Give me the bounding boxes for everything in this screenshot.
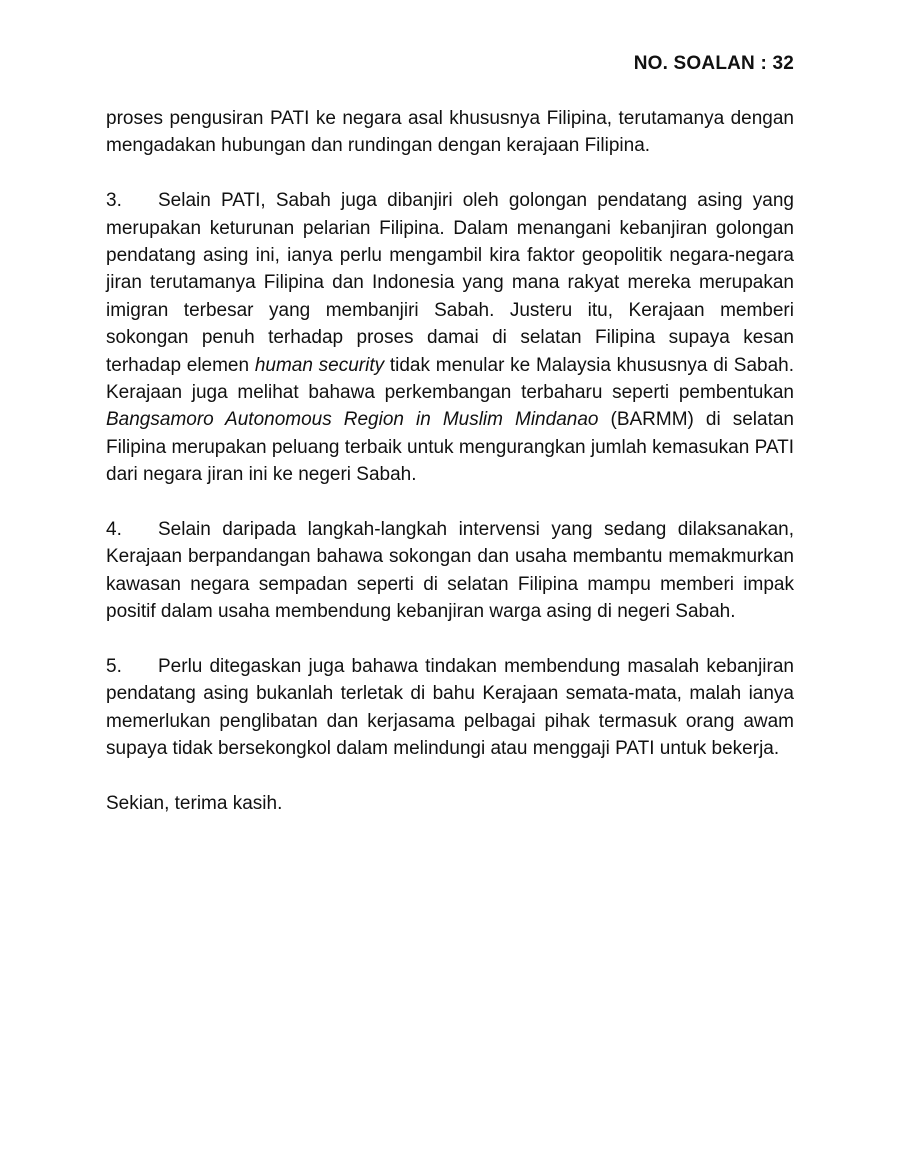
paragraph-number: 5. (106, 656, 122, 678)
question-number-heading: NO. SOALAN : 32 (633, 53, 794, 74)
paragraph-text: proses pengusiran PATI ke negara asal khususnya Filipina, terutamanya dengan mengadakan hubungan dan rundingan dengan kerajaan Filipina. (106, 108, 794, 157)
paragraph-4 (106, 516, 794, 626)
paragraph-text: Selain PATI, Sabah juga dibanjiri oleh golongan pendatang asing yang merupakan keturunan pelarian Filipina. Dalam menangani kebanjiran golongan pendatang asing ini, ianya perlu mengambil kira faktor geopolitik negara-negara jiran terutamanya Filipina dan Indonesia yang mana rakyat mereka merupakan imigran terbesar yang membanjiri Sabah. Justeru itu, Kerajaan memberi sokongan penuh terhadap proses damai di selatan Filipina supaya kesan terhadap elemen (106, 190, 794, 376)
paragraph-text: (BARMM) di selatan Filipina merupakan peluang terbaik untuk mengurangkan jumlah kemasukan PATI dari negara jiran ini ke negeri Sabah. (106, 409, 794, 486)
closing-line: Sekian, terima kasih. (106, 793, 283, 815)
paragraph-3 (106, 187, 794, 488)
paragraph-number: 3. (106, 190, 122, 212)
paragraph-text: Perlu ditegaskan juga bahawa tindakan membendung masalah kebanjiran pendatang asing bukanlah terletak di bahu Kerajaan semata-mata, malah ianya memerlukan penglibatan dan kerjasama pelbagai pihak termasuk orang awam supaya tidak bersekongkol dalam melindungi atau menggaji PATI untuk bekerja. (106, 656, 794, 760)
paragraph-5 (106, 653, 794, 763)
paragraph-text: Selain daripada langkah-langkah intervensi yang sedang dilaksanakan, Kerajaan berpandangan bahawa sokongan dan usaha membantu memakmurkan kawasan negara sempadan seperti di selatan Filipina mampu memberi impak positif dalam usaha membendung kebanjiran warga asing di negeri Sabah. (106, 519, 794, 623)
italic-term-barmm: Bangsamoro Autonomous Region in Muslim Mindanao (106, 409, 599, 431)
paragraph-number: 4. (106, 519, 122, 541)
paragraph-continuation (106, 105, 794, 160)
document-body (106, 105, 794, 818)
italic-term-human-security: human security (254, 354, 385, 376)
paragraph-text: tidak menular ke Malaysia khususnya di Sabah. Kerajaan juga melihat bahawa perkembangan terbaharu seperti pembentukan (106, 354, 794, 404)
